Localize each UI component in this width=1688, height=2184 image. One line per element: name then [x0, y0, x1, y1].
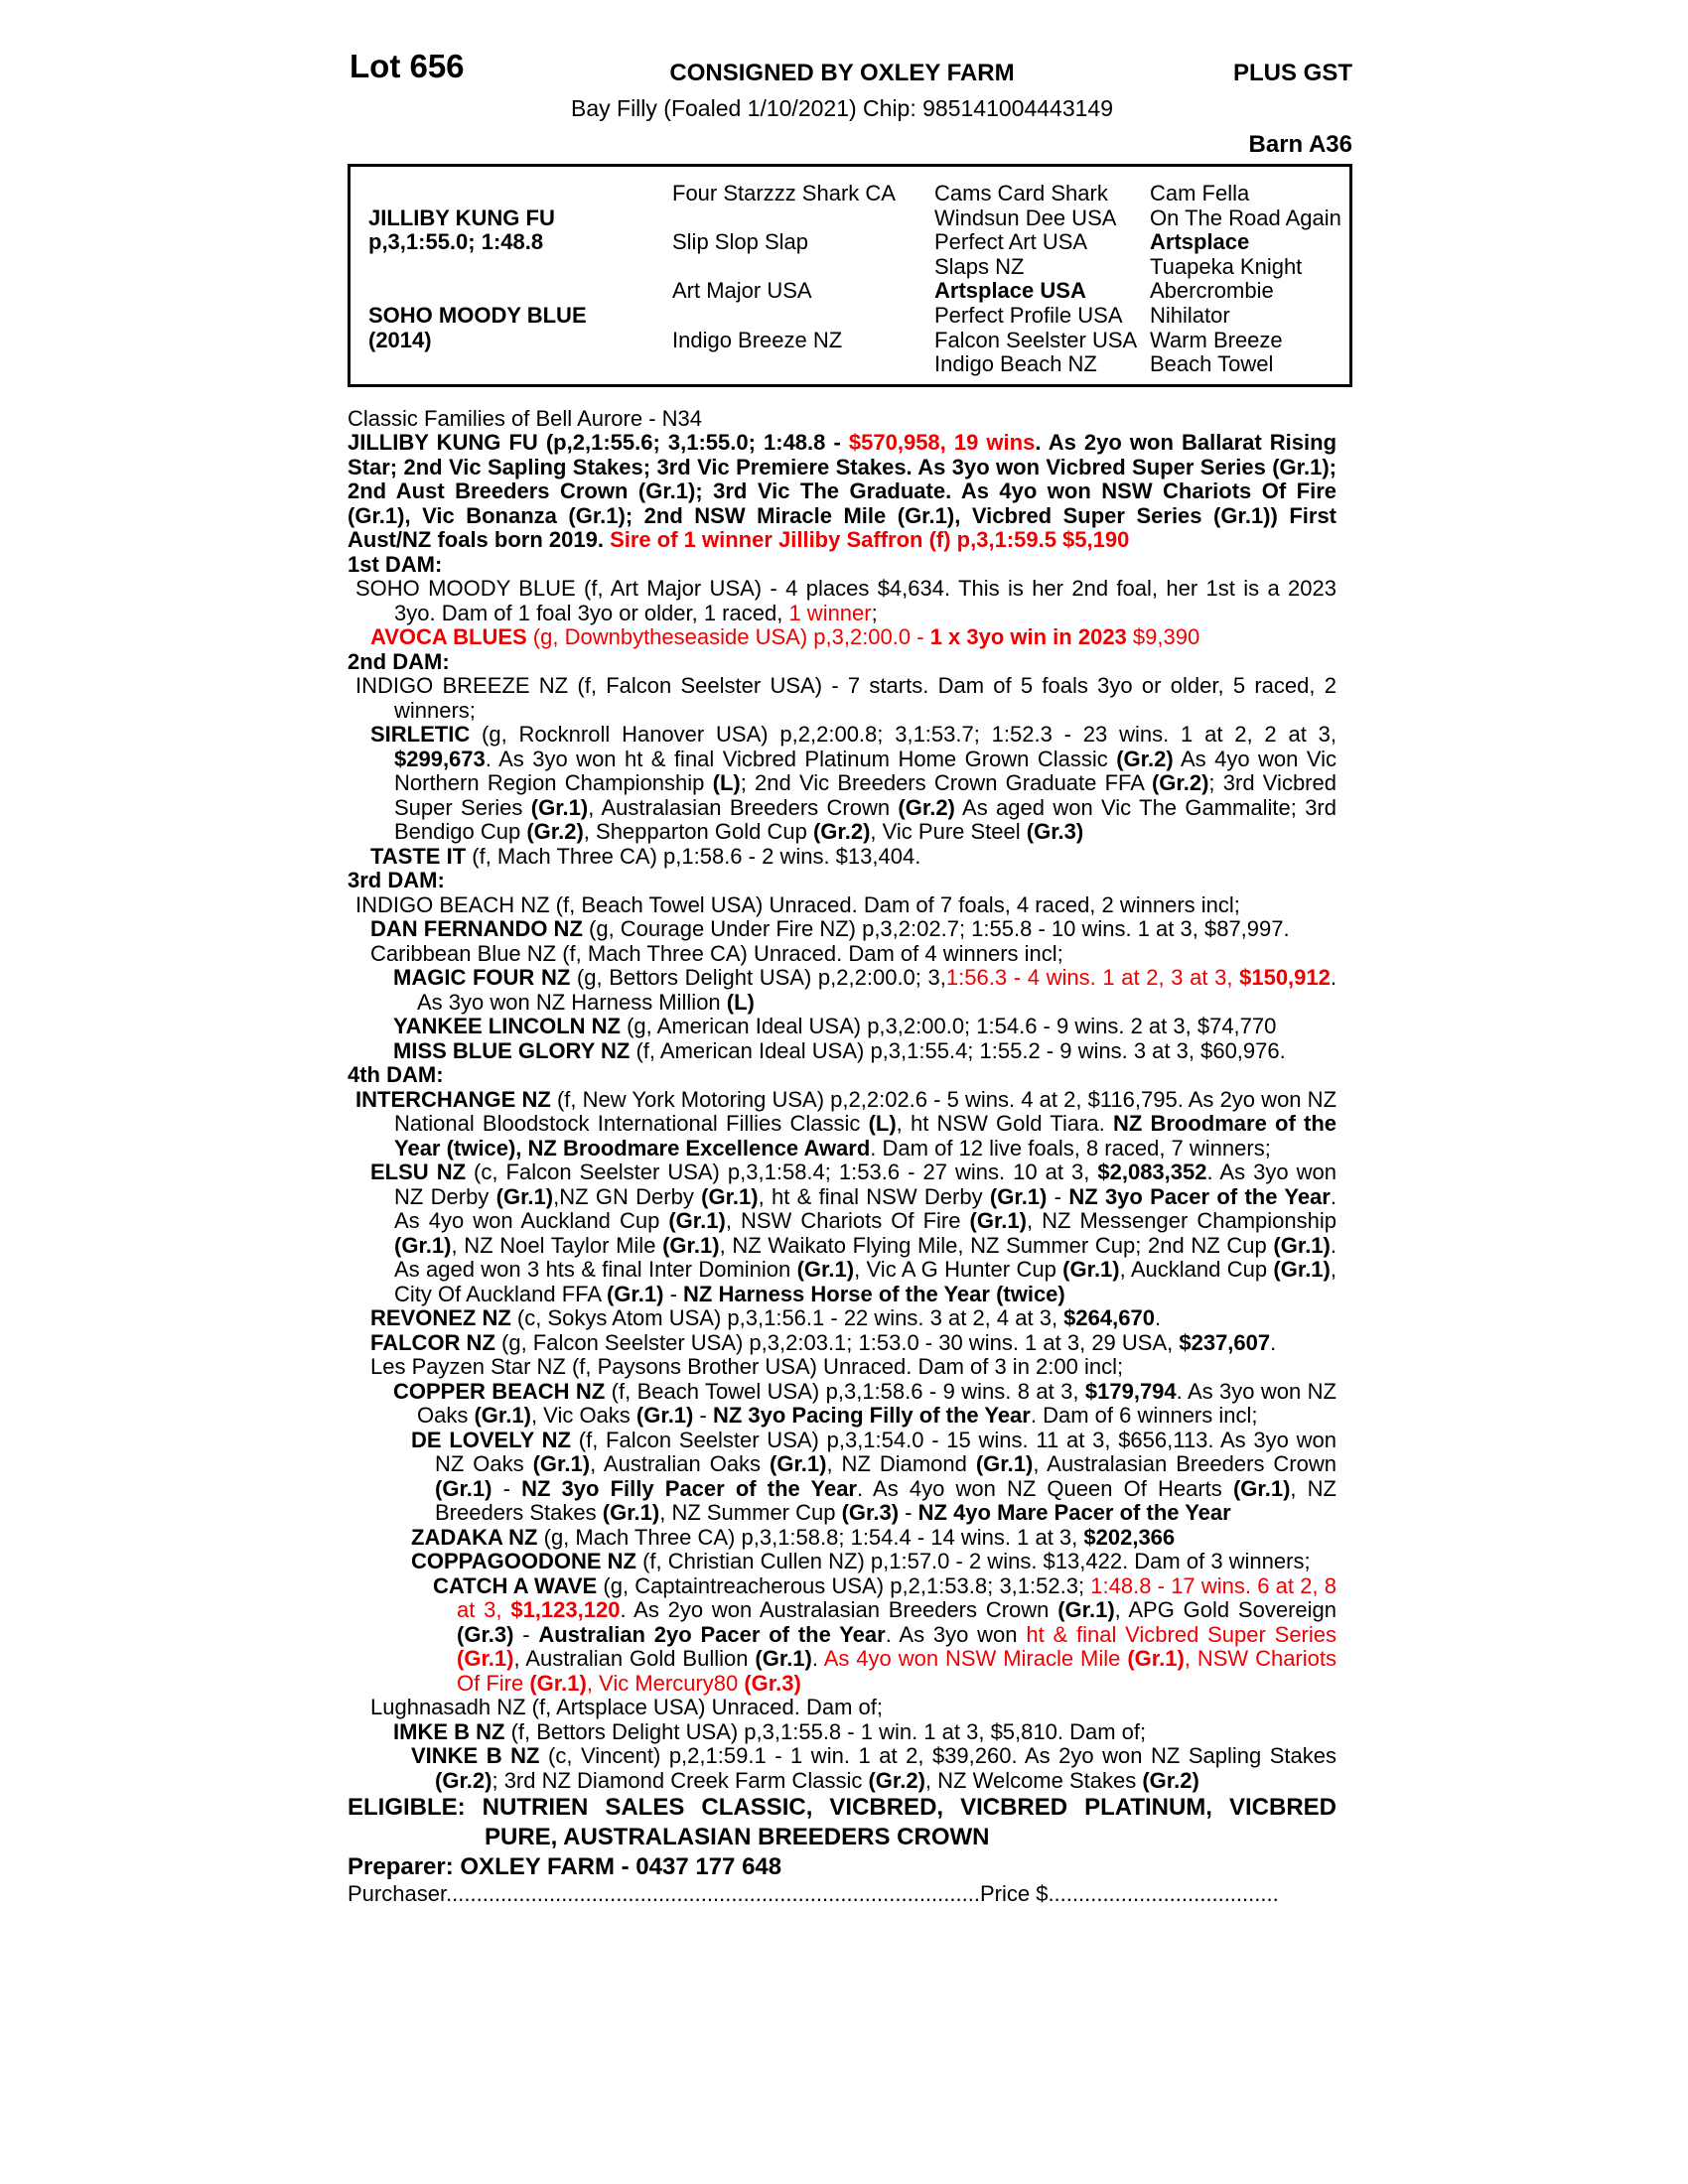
- text-run: (Gr.1): [635, 1403, 694, 1429]
- text-run: 4th DAM:: [348, 1062, 444, 1088]
- pedigree-cell: Windsun Dee USA: [934, 205, 1117, 230]
- pedigree-cell: Perfect Profile USA: [934, 302, 1123, 328]
- text-run: , NSW Chariots Of Fire: [725, 1208, 970, 1234]
- text-run: NZ Broodmare of the Year (twice), NZ Broodmare Excellence Award: [394, 1111, 1337, 1160]
- text-run: Purchaser: [348, 1881, 447, 1907]
- pedigree-cell: Tuapeka Knight: [1150, 253, 1303, 279]
- text-run: , NZ Messenger Championship: [1026, 1208, 1336, 1234]
- text-run: VINKE B NZ: [411, 1743, 540, 1769]
- text-run: NZ Harness Horse of the Year (twice): [683, 1281, 1065, 1306]
- text-run: (Gr.1): [989, 1183, 1048, 1209]
- text-run: 1st DAM:: [348, 551, 443, 577]
- pedigree-cell: Beach Towel: [1150, 351, 1274, 377]
- text-run: (Gr.1): [495, 1183, 554, 1209]
- progeny-falcor: [348, 1331, 1336, 1356]
- pedigree-cell: [672, 352, 934, 377]
- dam1-heading: [348, 553, 1336, 578]
- plus-gst-label: PLUS GST: [1232, 60, 1352, 86]
- dam2-line: [348, 674, 1336, 723]
- text-run: INDIGO BREEZE NZ (f, Falcon Seelster USA) - 7 starts. Dam of 5 foals 3yo or older, 5 raced, 2 winners;: [355, 673, 1336, 723]
- pedigree-cell: Artsplace USA: [934, 278, 1086, 304]
- text-run: .: [811, 1646, 824, 1672]
- page-header: [348, 48, 1352, 164]
- purchaser-line: [348, 1882, 1336, 1907]
- content-column: [348, 48, 1352, 1907]
- dam3-heading: [348, 869, 1336, 893]
- text-run: . As 3yo won ht & final Vicbred Platinum Home Grown Classic: [485, 746, 1117, 771]
- text-run: As 4yo won NSW Miracle Mile: [823, 1646, 1128, 1672]
- text-run: ; 3rd NZ Diamond Creek Farm Classic: [492, 1767, 869, 1793]
- text-run: (Gr.1): [770, 1451, 827, 1477]
- text-run: ,NZ GN Derby: [553, 1183, 702, 1209]
- text-run: , Auckland Cup: [1119, 1257, 1274, 1283]
- progeny-zadaka: [348, 1526, 1336, 1551]
- progeny-lughnasadh: [348, 1696, 1336, 1720]
- text-run: ; 2nd Vic Breeders Crown Graduate FFA: [740, 770, 1152, 796]
- text-run: (Gr.1): [1232, 1475, 1291, 1501]
- text-run: . As 3yo won: [885, 1621, 1027, 1647]
- pedigree-cell: On The Road Again: [1150, 205, 1341, 230]
- text-run: , APG Gold Sovereign: [1114, 1597, 1336, 1623]
- text-run: (Gr.1): [532, 1451, 591, 1477]
- text-run: , ht & final NSW Derby: [758, 1183, 990, 1209]
- pedigree-cell: Slip Slop Slap: [672, 229, 808, 255]
- pedigree-cell: Perfect Art USA: [934, 229, 1088, 255]
- pedigree-cell: Four Starzzz Shark CA: [672, 181, 896, 205]
- progeny-miss-blue-glory: [348, 1039, 1336, 1064]
- progeny-elsu: [348, 1160, 1336, 1306]
- text-run: INDIGO BEACH NZ (f, Beach Towel USA) Unraced. Dam of 7 foals, 4 raced, 2 winners incl;: [355, 891, 1240, 917]
- text-run: (Gr.1): [1062, 1257, 1120, 1283]
- text-run: (g, Courage Under Fire NZ) p,3,2:02.7; 1:55.8 - 10 wins. 1 at 3, $87,997.: [582, 916, 1290, 942]
- text-run: , Vic A G Hunter Cup: [854, 1257, 1063, 1283]
- text-run: (Gr.1): [755, 1646, 812, 1672]
- text-run: $570,958, 19 wins: [848, 430, 1036, 456]
- sire-summary: [348, 431, 1336, 553]
- text-run: (Gr.2): [526, 819, 584, 845]
- text-run: -: [1047, 1183, 1069, 1209]
- text-run: Classic Families of Bell Aurore - N34: [348, 405, 703, 431]
- pedigree-cell: [672, 255, 934, 280]
- text-run: (f, Falcon Seelster USA) p,3,1:54.0 - 15 wins. 11 at 3, $656,113. As 3yo won NZ Oaks: [435, 1427, 1336, 1477]
- pedigree-cell: [368, 182, 672, 206]
- text-run: 1 x 3yo win in 2023: [929, 624, 1127, 650]
- text-run: ......................................: [1048, 1881, 1279, 1907]
- text-run: . As 2yo won Australasian Breeders Crown: [620, 1597, 1058, 1623]
- text-run: 1:56.3 - 4 wins. 1 at 2, 3 at 3,: [945, 965, 1240, 991]
- text-run: -: [663, 1281, 684, 1306]
- pedigree-cell: Nihilator: [1150, 302, 1230, 328]
- text-run: DE LOVELY NZ: [411, 1427, 571, 1452]
- text-run: $299,673: [394, 746, 486, 771]
- text-run: $1,123,120: [510, 1597, 621, 1623]
- text-run: JILLIBY KUNG FU (p,2,1:55.6; 3,1:55.0; 1:48.8 -: [348, 430, 849, 456]
- text-run: MISS BLUE GLORY NZ: [393, 1037, 631, 1063]
- progeny-catch-a-wave: [348, 1574, 1336, 1697]
- progeny-imke-b: [348, 1720, 1336, 1745]
- text-run: ELSU NZ: [370, 1160, 467, 1185]
- text-run: (Gr.1): [1273, 1232, 1331, 1258]
- text-run: (Gr.3): [841, 1500, 900, 1526]
- progeny-revonez: [348, 1306, 1336, 1331]
- text-run: , Shepparton Gold Cup: [583, 819, 813, 845]
- text-run: TASTE IT: [370, 843, 467, 869]
- text-run: (g, Captaintreacherous USA) p,2,1:53.8; 3,1:52.3;: [597, 1572, 1091, 1598]
- text-run: Caribbean Blue NZ (f, Mach Three CA) Unraced. Dam of 4 winners incl;: [370, 940, 1063, 966]
- text-run: (Gr.3): [457, 1621, 514, 1647]
- text-run: . As 3yo won NZ Harness Million: [417, 965, 1336, 1015]
- pedigree-cell: [672, 304, 934, 329]
- dam4-line: [348, 1088, 1336, 1161]
- text-run: ........................................................................................: [446, 1881, 980, 1907]
- text-run: ZADAKA NZ: [411, 1524, 538, 1550]
- pedigree-cell: (2014): [368, 327, 432, 352]
- text-run: FALCOR NZ: [370, 1329, 495, 1355]
- text-run: (g, Rocknroll Hanover USA) p,2,2:00.8; 3,1:53.7; 1:52.3 - 23 wins. 1 at 2, 2 at 3,: [470, 722, 1336, 748]
- text-run: IMKE B NZ: [393, 1718, 505, 1744]
- text-run: Les Payzen Star NZ (f, Paysons Brother USA) Unraced. Dam of 3 in 2:00 incl;: [370, 1354, 1124, 1380]
- eligibility: [348, 1793, 1336, 1852]
- text-run: (c, Sokys Atom USA) p,3,1:56.1 - 22 wins. 3 at 2, 4 at 3,: [510, 1305, 1064, 1331]
- progeny-caribbean-blue: [348, 942, 1336, 967]
- text-run: NZ 4yo Mare Pacer of the Year: [917, 1500, 1231, 1526]
- text-run: NZ 3yo Filly Pacer of the Year: [521, 1475, 857, 1501]
- text-run: NZ 3yo Pacing Filly of the Year: [712, 1403, 1031, 1429]
- text-run: Preparer: OXLEY FARM - 0437 177 648: [348, 1853, 782, 1881]
- text-run: (Gr.2): [898, 794, 955, 820]
- text-run: 3rd DAM:: [348, 868, 445, 893]
- text-run: YANKEE LINCOLN NZ: [393, 1014, 621, 1039]
- text-run: (Gr.1): [435, 1475, 492, 1501]
- lot-number: Lot 656: [350, 48, 465, 84]
- text-run: (c, Vincent) p,2,1:59.1 - 1 win. 1 at 2, $39,260. As 2yo won NZ Sapling Stakes: [539, 1743, 1336, 1769]
- pedigree-cell: Artsplace: [1150, 229, 1250, 255]
- dam3-line: [348, 893, 1336, 918]
- text-run: (Gr.1): [529, 1670, 587, 1696]
- pedigree-cell: SOHO MOODY BLUE: [368, 302, 587, 328]
- text-run: INTERCHANGE NZ: [355, 1086, 551, 1112]
- text-run: (Gr.3): [744, 1670, 801, 1696]
- text-run: $179,794: [1084, 1378, 1177, 1404]
- text-run: (Gr.1): [602, 1500, 660, 1526]
- text-run: (L): [868, 1111, 897, 1137]
- text-run: (f, New York Motoring USA) p,2,2:02.6 - 5 wins. 4 at 2, $116,795. As 2yo won NZ National Bloodstock International Fillies Classic: [394, 1086, 1337, 1137]
- text-run: , NZ Breeders Stakes: [435, 1475, 1336, 1526]
- text-run: (Gr.2): [1142, 1767, 1199, 1793]
- text-run: $264,670: [1063, 1305, 1155, 1331]
- text-run: (Gr.2): [812, 819, 871, 845]
- pedigree-cell: JILLIBY KUNG FU: [368, 205, 555, 230]
- progeny-vinke-b: [348, 1744, 1336, 1793]
- text-run: $237,607: [1179, 1329, 1271, 1355]
- text-run: , Australian Gold Bullion: [513, 1646, 756, 1672]
- text-run: , NZ Summer Cup: [659, 1500, 842, 1526]
- text-run: , NSW Chariots Of Fire: [457, 1646, 1336, 1696]
- horse-description: Bay Filly (Foaled 1/10/2021) Chip: 985141004443149: [571, 95, 1113, 121]
- text-run: (Gr.1): [969, 1208, 1027, 1234]
- text-run: . Dam of 12 live foals, 8 raced, 7 winners;: [870, 1135, 1271, 1160]
- text-run: .: [1270, 1329, 1277, 1355]
- pedigree-cell: Art Major USA: [672, 278, 812, 304]
- barn-label: Barn A36: [1248, 131, 1352, 158]
- preparer: [348, 1852, 1336, 1882]
- text-run: Australian 2yo Pacer of the Year: [538, 1621, 886, 1647]
- text-run: . As 4yo won Auckland Cup: [394, 1183, 1336, 1234]
- text-run: (Gr.1): [796, 1257, 855, 1283]
- pedigree-cell: Cams Card Shark: [934, 181, 1108, 205]
- progeny-de-lovely: [348, 1429, 1336, 1526]
- text-run: $202,366: [1083, 1524, 1176, 1550]
- text-run: $2,083,352: [1097, 1160, 1207, 1185]
- dam1-line: [348, 577, 1336, 625]
- pedigree-cell: [672, 206, 934, 231]
- pedigree-cell: p,3,1:55.0; 1:48.8: [368, 229, 544, 255]
- progeny-les-payzen-star: [348, 1355, 1336, 1380]
- text-run: (g, Bettors Delight USA) p,2,2:00.0; 3,: [570, 965, 946, 991]
- text-run: REVONEZ NZ: [370, 1305, 511, 1331]
- text-run: . As 4yo won NZ Queen Of Hearts: [857, 1475, 1233, 1501]
- text-run: (g, Downbytheseaside USA) p,3,2:00.0 -: [526, 624, 930, 650]
- text-run: $9,390: [1126, 624, 1200, 650]
- text-run: (Gr.3): [1026, 819, 1084, 845]
- text-run: , ht NSW Gold Tiara.: [896, 1111, 1113, 1137]
- text-run: CATCH A WAVE: [433, 1572, 598, 1598]
- text-run: (g, Mach Three CA) p,3,1:58.8; 1:54.4 - 14 wins. 1 at 3,: [537, 1524, 1084, 1550]
- progeny-sirletic: [348, 723, 1336, 845]
- text-run: As aged won Vic The Gammalite; 3rd Bendigo Cup: [394, 794, 1336, 845]
- text-run: . As 2yo won Ballarat Rising Star; 2nd Vic Sapling Stakes; 3rd Vic Premiere Stakes. As 3yo won Vicbred Super Series (Gr.1); 2nd Aust Breeders Crown (Gr.1); 3rd Vic The Graduate. As 4yo won NSW Chariots Of Fire (Gr.1), Vic Bonanza (Gr.1); 2nd NSW Miracle Mile (Gr.1), Vicbred Super Series (Gr.1)) First Aust/NZ foals born 2019.: [348, 430, 1337, 553]
- pedigree-cell: [368, 279, 672, 304]
- progeny-magic-four: [348, 966, 1336, 1015]
- text-run: . As 3yo won NZ Derby: [394, 1160, 1336, 1209]
- text-run: , NZ Noel Taylor Mile: [451, 1232, 663, 1258]
- pedigree-cell: Indigo Breeze NZ: [672, 327, 843, 352]
- text-run: (Gr.1): [606, 1281, 664, 1306]
- consignor-title: CONSIGNED BY OXLEY FARM: [669, 60, 1015, 86]
- text-run: , Australasian Breeders Crown: [588, 794, 899, 820]
- text-run: (Gr.1): [668, 1208, 726, 1234]
- text-run: (Gr.1): [530, 794, 589, 820]
- text-run: (Gr.2): [435, 1767, 492, 1793]
- text-run: (c, Falcon Seelster USA) p,3,1:58.4; 1:53.6 - 27 wins. 10 at 3,: [466, 1160, 1098, 1185]
- text-run: Sire of 1 winner Jilliby Saffron (f) p,3,1:59.5 $5,190: [610, 527, 1130, 553]
- text-run: COPPER BEACH NZ: [393, 1378, 606, 1404]
- text-run: (Gr.1): [1273, 1257, 1331, 1283]
- text-run: SIRLETIC: [370, 722, 471, 748]
- progeny-dan-fernando: [348, 917, 1336, 942]
- text-run: Lughnasadh NZ (f, Artsplace USA) Unraced. Dam of;: [370, 1695, 884, 1720]
- text-run: (f, Christian Cullen NZ) p,1:57.0 - 2 wins. $13,422. Dam of 3 winners;: [635, 1549, 1311, 1574]
- pedigree-cell: Slaps NZ: [934, 253, 1025, 279]
- text-run: (Gr.1): [394, 1232, 452, 1258]
- text-run: DAN FERNANDO NZ: [370, 916, 583, 942]
- text-run: SOHO MOODY BLUE (f, Art Major USA) - 4 places $4,634. This is her 2nd foal, her 1st is a 2023 3yo. Dam of 1 foal 3yo or older, 1 raced,: [355, 576, 1336, 625]
- text-run: (g, Falcon Seelster USA) p,3,2:03.1; 1:53.0 - 30 wins. 1 at 3, 29 USA,: [494, 1329, 1180, 1355]
- pedigree-table: [348, 164, 1352, 387]
- text-run: ELIGIBLE: NUTRIEN SALES CLASSIC, VICBRED, VICBRED PLATINUM, VICBRED PURE, AUSTRALASIAN BREEDERS CROWN: [348, 1794, 1336, 1851]
- text-run: , Vic Oaks: [530, 1403, 636, 1429]
- text-run: ht & final Vicbred Super Series: [1026, 1621, 1336, 1647]
- family-note: [348, 407, 1336, 432]
- progeny-coppagoodone: [348, 1550, 1336, 1574]
- text-run: (L): [712, 770, 741, 796]
- pedigree-cell: [368, 352, 672, 377]
- pedigree-cell: Warm Breeze: [1150, 327, 1283, 352]
- text-run: (f, Beach Towel USA) p,3,1:58.6 - 9 wins. 8 at 3,: [605, 1378, 1085, 1404]
- text-run: , Australian Oaks: [590, 1451, 771, 1477]
- text-run: -: [899, 1500, 918, 1526]
- text-run: (Gr.1): [701, 1183, 759, 1209]
- pedigree-cell: Indigo Beach NZ: [934, 351, 1097, 377]
- text-run: (Gr.1): [975, 1451, 1034, 1477]
- text-run: , NZ Welcome Stakes: [924, 1767, 1143, 1793]
- text-run: NZ 3yo Pacer of the Year: [1068, 1183, 1331, 1209]
- text-run: 1 winner: [788, 600, 872, 625]
- text-run: , Vic Pure Steel: [870, 819, 1027, 845]
- text-run: , Vic Mercury80: [586, 1670, 745, 1696]
- text-run: (f, American Ideal USA) p,3,1:55.4; 1:55.2 - 9 wins. 3 at 3, $60,976.: [630, 1037, 1286, 1063]
- progeny-avoca-blues: [348, 625, 1336, 650]
- pedigree-text: [348, 407, 1336, 1907]
- text-run: ;: [871, 600, 878, 625]
- text-run: (Gr.1): [457, 1646, 514, 1672]
- text-run: .: [1154, 1305, 1162, 1331]
- text-run: (Gr.2): [1116, 746, 1174, 771]
- text-run: AVOCA BLUES: [370, 624, 527, 650]
- dam4-heading: [348, 1063, 1336, 1088]
- text-run: . Dam of 6 winners incl;: [1030, 1403, 1258, 1429]
- text-run: -: [513, 1621, 539, 1647]
- progeny-taste-it: [348, 845, 1336, 870]
- pedigree-cell: Cam Fella: [1150, 181, 1250, 205]
- progeny-yankee-lincoln: [348, 1015, 1336, 1039]
- text-run: -: [492, 1475, 522, 1501]
- text-run: As 4yo won Vic Northern Region Championship: [394, 746, 1336, 796]
- text-run: (Gr.1): [662, 1232, 720, 1258]
- text-run: COPPAGOODONE NZ: [411, 1549, 636, 1574]
- text-run: . As 3yo won NZ Oaks: [417, 1378, 1336, 1429]
- text-run: ; 3rd Vicbred Super Series: [394, 770, 1336, 820]
- pedigree-cell: [368, 255, 672, 280]
- text-run: (Gr.1): [1127, 1646, 1185, 1672]
- text-run: (f, Bettors Delight USA) p,3,1:55.8 - 1 win. 1 at 3, $5,810. Dam of;: [504, 1718, 1147, 1744]
- text-run: MAGIC FOUR NZ: [393, 965, 571, 991]
- text-run: $150,912: [1239, 965, 1331, 991]
- text-run: , NZ Diamond: [826, 1451, 976, 1477]
- text-run: 1:48.8 - 17 wins. 6 at 2, 8 at 3,: [457, 1572, 1336, 1623]
- text-run: -: [693, 1403, 713, 1429]
- text-run: , Australasian Breeders Crown: [1033, 1451, 1336, 1477]
- dam2-heading: [348, 650, 1336, 675]
- progeny-copper-beach: [348, 1380, 1336, 1429]
- pedigree-cell: Abercrombie: [1150, 278, 1274, 304]
- text-run: (Gr.2): [1151, 770, 1209, 796]
- text-run: (L): [726, 989, 755, 1015]
- text-run: Price $: [979, 1881, 1049, 1907]
- text-run: (Gr.1): [474, 1403, 531, 1429]
- text-run: (Gr.1): [1057, 1597, 1115, 1623]
- text-run: , City Of Auckland FFA: [394, 1257, 1336, 1306]
- pedigree-cell: Falcon Seelster USA: [934, 327, 1138, 352]
- text-run: , NZ Waikato Flying Mile, NZ Summer Cup; 2nd NZ Cup: [719, 1232, 1274, 1258]
- text-run: . As aged won 3 hts & final Inter Dominion: [394, 1232, 1336, 1283]
- text-run: (Gr.2): [868, 1767, 925, 1793]
- text-run: (f, Mach Three CA) p,1:58.6 - 2 wins. $13,404.: [466, 843, 921, 869]
- text-run: (g, American Ideal USA) p,3,2:00.0; 1:54.6 - 9 wins. 2 at 3, $74,770: [620, 1014, 1277, 1039]
- text-run: 2nd DAM:: [348, 648, 450, 674]
